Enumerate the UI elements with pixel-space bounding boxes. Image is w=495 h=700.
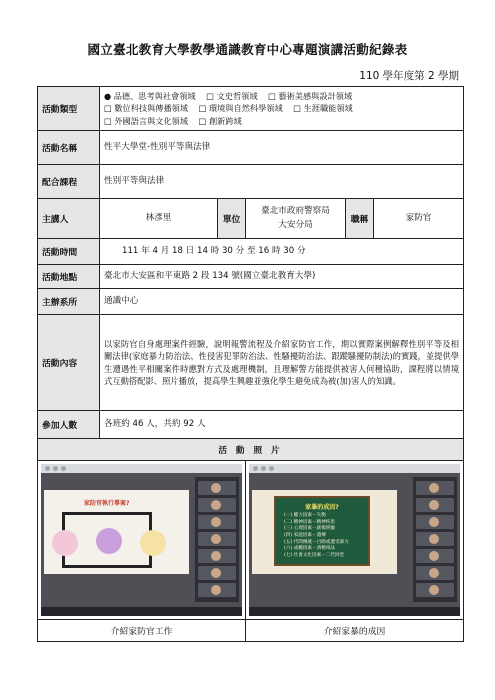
presentation-slide — [44, 490, 189, 574]
option-ethics-society[interactable]: ● 品德、思考與社會領域 — [104, 91, 196, 102]
row-time — [38, 239, 464, 265]
activity-type-line-1 — [104, 90, 459, 102]
time-label: 活動時間 — [38, 239, 100, 265]
video-call-screenshot-icon — [41, 464, 242, 616]
row-activity-type — [38, 87, 464, 131]
slide-title: 家暴的成因? — [305, 504, 339, 511]
unit-line-1: 臺北市政府警察局 — [261, 206, 330, 217]
photo-cell-1 — [38, 461, 246, 620]
browser-toolbar — [249, 464, 460, 473]
option-foreign-language[interactable]: □ 外國語言與文化領域 — [104, 115, 189, 126]
photo-caption-1: 介紹家防官工作 — [38, 620, 246, 642]
organizer-label: 主辦系所 — [38, 289, 100, 315]
content-label: 活動內容 — [38, 315, 100, 411]
activity-name-value: 性平大學堂-性別平等與法律 — [100, 131, 464, 165]
unit-line-2: 大安分局 — [278, 219, 313, 230]
unit-label: 單位 — [218, 199, 246, 239]
record-table — [37, 86, 464, 642]
course-label: 配合課程 — [38, 165, 100, 199]
row-photo-heading — [38, 439, 464, 461]
participants-panel — [195, 477, 239, 602]
row-attendance — [38, 411, 464, 439]
option-cross-domain[interactable]: □ 創新跨域 — [198, 115, 242, 126]
course-value: 性別平等與法律 — [100, 165, 464, 199]
photo-cell-2 — [246, 461, 464, 620]
photos-heading: 活 動 照 片 — [38, 439, 464, 461]
speaker-label: 主講人 — [38, 199, 100, 239]
content-value: 以家防官自身處理案件經驗，說明報警流程及介紹家防官工作，期以實際案例解釋性別平等及相關法律(家庭暴力防治法、性侵害犯罪防治法、性騷擾防治法、跟蹤騷擾防制法)的實踐，並提供學生遭遇性平相關案件時應對方式及處理機制，且理解警方能提供被害人何種協助，課程將以情境式互動搭配影、照片播放，提高學生興趣並強化學生避免成為被(加)害人的知識。 — [100, 315, 464, 411]
video-call-screenshot-icon — [249, 464, 460, 616]
location-label: 活動地點 — [38, 265, 100, 289]
participants-panel — [413, 477, 457, 602]
presentation-slide — [252, 490, 397, 574]
option-arts-design[interactable]: □ 藝術美感與設計領域 — [268, 91, 353, 102]
row-photos — [38, 461, 464, 620]
option-career[interactable]: □ 生涯職能領域 — [293, 103, 353, 114]
job-title-label: 職稱 — [346, 199, 374, 239]
photo-caption-2: 介紹家暴的成因 — [246, 620, 464, 642]
slide-title: 家防官執行專案? — [84, 500, 130, 507]
unit-value — [246, 199, 346, 239]
row-speaker — [38, 199, 464, 239]
time-value: 111 年 4 月 18 日 14 時 30 分 至 16 時 30 分 — [100, 239, 464, 265]
yellow-circle-icon — [140, 530, 166, 556]
form-title: 國立臺北教育大學教學通識教育中心專題演講活動紀錄表 — [87, 42, 408, 57]
pink-circle-icon — [52, 530, 78, 556]
activity-type-line-3 — [104, 115, 459, 127]
row-captions — [38, 620, 464, 642]
chalkboard-icon — [274, 496, 370, 566]
meeting-controls-bar — [41, 607, 242, 616]
speaker-value: 林彥里 — [100, 199, 218, 239]
row-content — [38, 315, 464, 411]
option-literature-history[interactable]: □ 文史哲領域 — [206, 91, 258, 102]
row-activity-name — [38, 131, 464, 165]
organizer-value: 通識中心 — [100, 289, 464, 315]
meeting-controls-bar — [249, 607, 460, 616]
location-value: 臺北市大安區和平東路 2 段 134 號(國立臺北教育大學) — [100, 265, 464, 289]
activity-type-label: 活動類型 — [38, 87, 100, 131]
activity-name-label: 活動名稱 — [38, 131, 100, 165]
activity-type-line-2 — [104, 102, 459, 114]
attendance-value: 各班約 46 人，共約 92 人 — [100, 411, 464, 439]
slide-list: (一) 權力因素－失衡 (二) 精神因素－精神疾患 (三) 心理因素－創傷經驗 (四) 家庭因素－遺傳 (五) 代間傳遞－目睹或遭受暴力 (六) 成癮因素－酒精毒品 (七) 社會文化因素－二代同堂 — [284, 513, 349, 558]
attendance-label: 參加人數 — [38, 411, 100, 439]
activity-type-options — [100, 87, 464, 131]
semester-label: 110 學年度第 2 學期 — [359, 70, 459, 82]
option-digital-media[interactable]: □ 數位科技與傳播領域 — [104, 103, 189, 114]
option-environment-science[interactable]: □ 環境與自然科學領域 — [198, 103, 283, 114]
row-location — [38, 265, 464, 289]
row-course — [38, 165, 464, 199]
purple-circle-icon — [96, 528, 122, 554]
job-title-value: 家防官 — [374, 199, 464, 239]
browser-toolbar — [41, 464, 242, 473]
row-organizer — [38, 289, 464, 315]
